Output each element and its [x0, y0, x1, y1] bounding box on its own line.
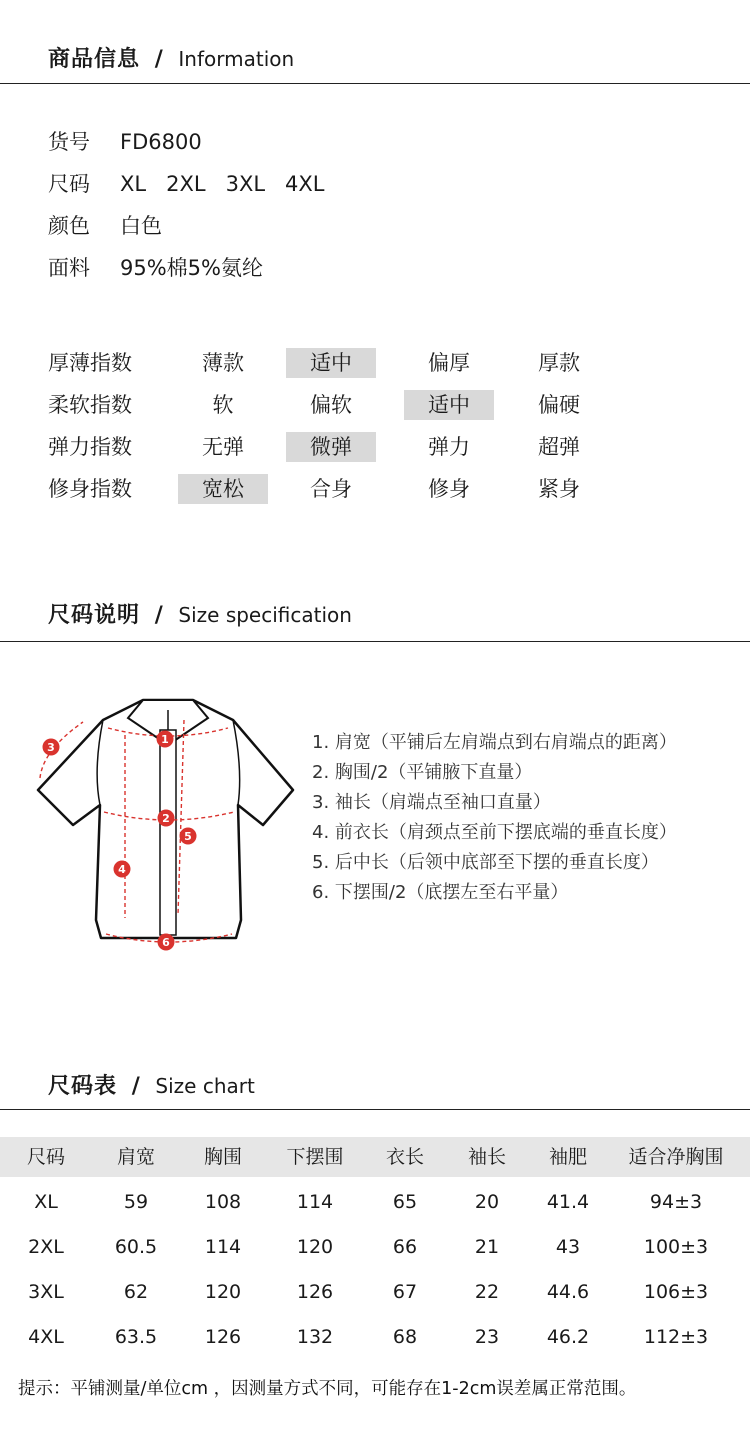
table-cell: 120 [204, 1281, 242, 1303]
measurement-note: 提示：平铺测量/单位cm ，因测量方式不同，可能存在1-2cm误差属正常范围。 [18, 1379, 637, 1399]
column-header: 肩宽 [116, 1146, 155, 1168]
index-row [48, 390, 728, 420]
table-cell: 106±3 [643, 1281, 709, 1303]
index-option: 弹力 [428, 435, 470, 459]
shirt-placket [160, 730, 176, 935]
info-row-fabric: 面料 95%棉5%氨纶 [48, 256, 263, 280]
marker-3-label: 3 [47, 741, 55, 754]
legend-item: 2. 胸围/2（平铺腋下直量） [312, 762, 533, 783]
index-option-selected: 适中 [404, 390, 494, 420]
row-size-label: 4XL [28, 1326, 64, 1348]
index-option: 紧身 [538, 477, 580, 501]
table-cell: 94±3 [649, 1191, 703, 1213]
index-option: 薄款 [202, 351, 244, 375]
index-row [48, 474, 728, 504]
column-header: 胸围 [203, 1146, 242, 1168]
table-cell: 132 [296, 1326, 334, 1348]
index-label: 修身指数 [48, 477, 132, 501]
column-header: 适合净胸围 [628, 1146, 724, 1168]
index-option: 无弹 [202, 435, 244, 459]
index-option: 修身 [428, 477, 470, 501]
index-option: 偏硬 [538, 393, 580, 417]
row-size-label: XL [34, 1191, 58, 1213]
index-option: 合身 [310, 477, 352, 501]
table-cell: 44.6 [546, 1281, 590, 1303]
table-cell: 62 [123, 1281, 149, 1303]
table-cell: 21 [474, 1236, 500, 1258]
table-cell: 126 [296, 1281, 334, 1303]
table-cell: 63.5 [114, 1326, 158, 1348]
table-cell: 41.4 [546, 1191, 590, 1213]
table-cell: 108 [204, 1191, 242, 1213]
index-option: 厚款 [538, 351, 580, 375]
index-label: 弹力指数 [48, 435, 132, 459]
marker-5-label: 5 [184, 830, 192, 843]
legend-item: 6. 下摆围/2（底摆左至右平量） [312, 882, 569, 903]
shirt-diagram [28, 690, 303, 960]
table-cell: 112±3 [643, 1326, 709, 1348]
table-cell: 114 [204, 1236, 242, 1258]
marker-1-label: 1 [161, 733, 169, 746]
column-header: 袖长 [467, 1146, 506, 1168]
column-header: 下摆围 [286, 1146, 344, 1168]
table-cell: 126 [204, 1326, 242, 1348]
section-divider [0, 641, 750, 642]
table-cell: 23 [474, 1326, 500, 1348]
spec-section-title: 尺码说明 / Size specification [48, 603, 352, 628]
marker-6-label: 6 [162, 936, 170, 949]
table-cell: 65 [392, 1191, 418, 1213]
table-cell: 60.5 [114, 1236, 158, 1258]
legend-item: 5. 后中长（后领中底部至下摆的垂直长度） [312, 852, 659, 873]
marker-2-label: 2 [162, 812, 170, 825]
table-cell: 59 [123, 1191, 149, 1213]
section-divider [0, 1109, 750, 1110]
index-option-selected: 宽松 [178, 474, 268, 504]
table-cell: 43 [555, 1236, 581, 1258]
index-option-selected: 微弹 [286, 432, 376, 462]
legend-item: 1. 肩宽（平铺后左肩端点到右肩端点的距离） [312, 732, 677, 753]
column-header: 衣长 [385, 1146, 424, 1168]
index-label: 厚薄指数 [48, 351, 132, 375]
table-cell: 20 [474, 1191, 500, 1213]
column-header: 尺码 [26, 1146, 65, 1168]
index-row [48, 432, 728, 462]
row-size-label: 2XL [28, 1236, 64, 1258]
chart-section-title: 尺码表 / Size chart [48, 1074, 255, 1099]
info-row-color: 颜色 白色 [48, 214, 162, 238]
marker-4-label: 4 [118, 863, 126, 876]
index-option: 超弹 [538, 435, 580, 459]
column-header: 袖肥 [548, 1146, 587, 1168]
index-option: 偏厚 [428, 351, 470, 375]
index-option-selected: 适中 [286, 348, 376, 378]
legend-item: 4. 前衣长（肩颈点至前下摆底端的垂直长度） [312, 822, 677, 843]
section-divider [0, 83, 750, 84]
table-cell: 100±3 [643, 1236, 709, 1258]
table-cell: 68 [392, 1326, 418, 1348]
info-row-size: 尺码 XL 2XL 3XL 4XL [48, 172, 325, 196]
table-cell: 114 [296, 1191, 334, 1213]
index-option: 偏软 [310, 393, 352, 417]
info-section-title: 商品信息 / Information [48, 47, 295, 72]
legend-item: 3. 袖长（肩端点至袖口直量） [312, 792, 551, 813]
index-option: 软 [212, 393, 234, 417]
info-row-sku: 货号 FD6800 [48, 130, 202, 154]
table-cell: 120 [296, 1236, 334, 1258]
table-cell: 67 [392, 1281, 418, 1303]
index-row [48, 348, 728, 378]
index-label: 柔软指数 [48, 393, 132, 417]
table-cell: 66 [392, 1236, 418, 1258]
table-cell: 22 [474, 1281, 500, 1303]
row-size-label: 3XL [28, 1281, 64, 1303]
table-cell: 46.2 [546, 1326, 590, 1348]
